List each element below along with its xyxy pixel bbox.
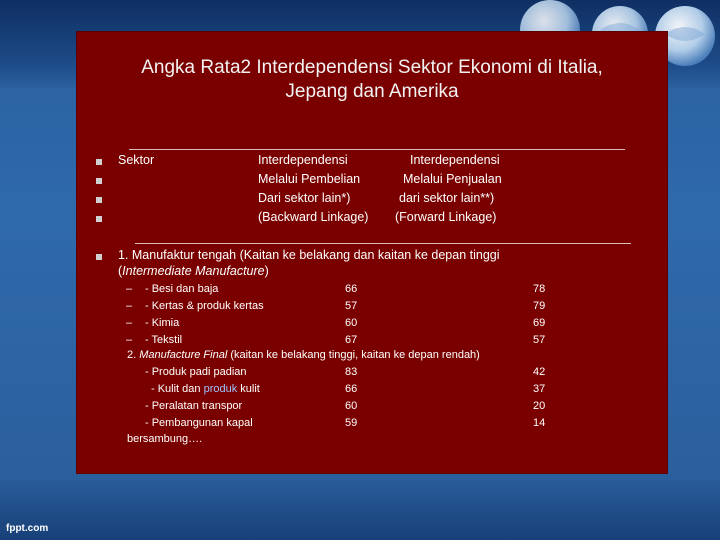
forward-value: 78 [533,283,546,295]
title-line-1: Angka Rata2 Interdependensi Sektor Ekonomi di Italia, [141,57,603,78]
bullet [96,178,102,184]
table-row-label: - Kertas & produk kertas [145,300,264,312]
bottom-band [0,480,720,540]
bullet [96,216,102,222]
forward-value: 57 [533,334,546,346]
header-forward-2: Melalui Penjualan [403,172,502,186]
divider [129,149,625,150]
header-sektor: Sektor [118,153,155,167]
dash-marker: – [126,300,133,312]
title-line-2: Jepang dan Amerika [285,81,459,102]
header-backward-4: (Backward Linkage) [258,210,369,224]
divider [135,243,631,244]
backward-value: 67 [345,334,358,346]
slide-panel [77,32,667,473]
bullet [96,197,102,203]
backward-value: 59 [345,417,358,429]
table-row-label: - Produk padi padian [145,366,247,378]
table-row-label: - Pembangunan kapal [145,417,253,429]
bullet [96,159,102,165]
section1-subheading: (Intermediate Manufacture) [118,264,269,278]
backward-value: 60 [345,317,358,329]
section2-heading: 2. Manufacture Final (kaitan ke belakang tinggi, kaitan ke depan rendah) [127,349,480,361]
continued-note: bersambung…. [127,433,203,445]
dash-marker: – [126,317,133,329]
slide-title [77,56,667,104]
dash-marker: – [126,283,133,295]
header-forward-4: (Forward Linkage) [395,210,497,224]
footer-brand: fppt.com [6,523,49,534]
backward-value: 60 [345,400,358,412]
dash-marker: – [126,334,133,346]
header-backward-3: Dari sektor lain*) [258,191,351,205]
forward-value: 69 [533,317,546,329]
bullet [96,254,102,260]
backward-value: 66 [345,283,358,295]
table-row-label: - Kimia [145,317,180,329]
forward-value: 42 [533,366,546,378]
table-row-label: - Peralatan transpor [145,400,243,412]
backward-value: 57 [345,300,358,312]
forward-value: 20 [533,400,546,412]
header-forward-3: dari sektor lain**) [399,191,495,205]
forward-value: 14 [533,417,546,429]
table-row-label: - Tekstil [145,334,183,346]
backward-value: 83 [345,366,358,378]
header-backward-1: Interdependensi [258,153,348,167]
header-backward-2: Melalui Pembelian [258,172,361,186]
backward-value: 66 [345,383,358,395]
section1-heading: 1. Manufaktur tengah (Kaitan ke belakang dan kaitan ke depan tinggi [118,248,500,262]
forward-value: 37 [533,383,546,395]
header-forward-1: Interdependensi [410,153,500,167]
forward-value: 79 [533,300,546,312]
table-row-label: - Kulit dan produk kulit [151,383,260,395]
table-row-label: - Besi dan baja [145,283,219,295]
produk-link[interactable]: produk [203,383,238,395]
